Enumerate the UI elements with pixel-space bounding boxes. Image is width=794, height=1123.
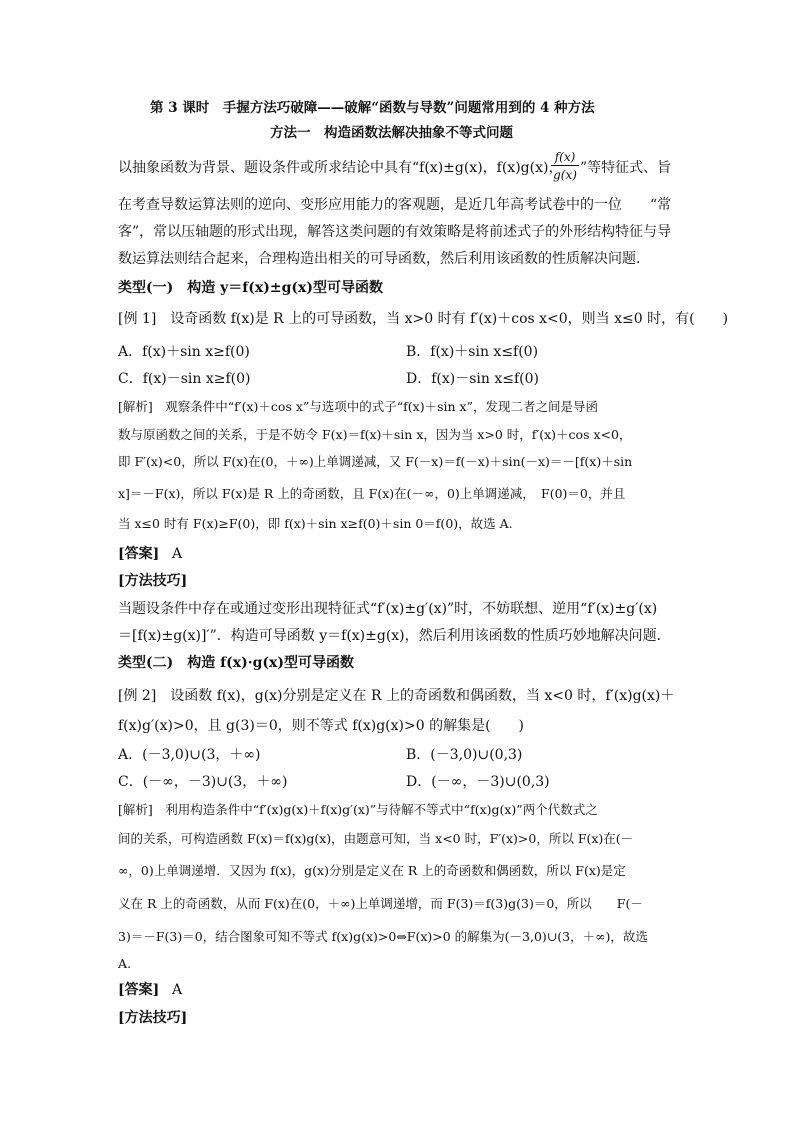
example1-question: [例 1] 设奇函数 f(x)是 R 上的可导函数，当 x>0 时有 f′(x)＋cos x<0，则当 x≤0 时，有( ) [118, 311, 729, 327]
example1-option-d: D．f(x)－sin x≤f(0) [406, 371, 539, 387]
fraction-denominator: g(x) [553, 168, 577, 182]
example2-option-a: A．(－3,0)∪(3，＋∞) [118, 747, 261, 763]
example2-analysis-line-5: 3)＝－F(3)＝0，结合图象可知不等式 f(x)g(x)>0⇔F(x)>0 的解集为(－3,0)∪(3，＋∞)，故选 [118, 929, 648, 944]
example1-analysis-line-3: 即 F′(x)<0，所以 F(x)在(0，＋∞)上单调递减，又 F(－x)＝f(－x)＋sin(－x)＝－[f(x)＋sin [118, 454, 633, 469]
example1-answer-label: [答案] [118, 546, 160, 562]
example1-analysis-line-1: [解析] 观察条件中“f′(x)＋cos x”与选项中的式子“f(x)＋sin x”，发现二者之间是导函 [118, 399, 598, 414]
type2-heading: 类型(二) 构造 f(x)·g(x)型可导函数 [118, 655, 354, 671]
example1-option-b: B．f(x)＋sin x≤f(0) [406, 344, 539, 360]
type2-tips-label: [方法技巧] [118, 1010, 188, 1026]
type1-tips-label: [方法技巧] [118, 573, 188, 589]
example2-answer: A [172, 982, 183, 998]
type1-heading: 类型(一) 构造 y＝f(x)±g(x)型可导函数 [118, 280, 383, 296]
fraction-fx-over-gx [551, 150, 579, 182]
example2-analysis-line-1: [解析] 利用构造条件中“f′(x)g(x)＋f(x)g′(x)”与待解不等式中“f(x)g(x)”两个代数式之 [118, 802, 598, 817]
lesson-title: 第 3 课时 手握方法巧破障——破解“函数与导数”问题常用到的 4 种方法 [150, 100, 595, 116]
example1-analysis-line-4: x]＝－F(x)，所以 F(x)是 R 上的奇函数，且 F(x)在(－∞，0)上单调递减， F(0)＝0，并且 [118, 486, 626, 501]
intro-line-2: 在考查导数运算法则的逆向、变形应用能力的客观题，是近几年高考试卷中的一位 “常 [118, 197, 672, 213]
intro-line-1a: 以抽象函数为背景、题设条件或所求结论中具有“f(x)±g(x)，f(x)g(x)， [118, 160, 563, 176]
example2-answer-label: [答案] [118, 982, 160, 998]
example1-analysis-line-5: 当 x≤0 时有 F(x)≥F(0)，即 f(x)＋sin x≥f(0)＋sin 0＝f(0)，故选 A. [118, 516, 513, 531]
example2-question-line-1: [例 2] 设函数 f(x)，g(x)分别是定义在 R 上的奇函数和偶函数，当 x<0 时，f′(x)g(x)＋ [118, 688, 675, 704]
example2-question-line-2: f(x)g′(x)>0，且 g(3)＝0，则不等式 f(x)g(x)>0 的解集是( ) [118, 718, 524, 734]
intro-line-1b: ”等特征式、旨 [580, 160, 672, 176]
example2-analysis-line-6: A. [118, 956, 132, 971]
example2-analysis-line-2: 间的关系，可构造函数 F(x)＝f(x)g(x)，由题意可知，当 x<0 时，F′(x)>0，所以 F(x)在(－ [118, 831, 634, 846]
example2-option-c: C．(－∞，－3)∪(3，＋∞) [118, 774, 288, 790]
example1-option-a: A．f(x)＋sin x≥f(0) [118, 344, 250, 360]
fraction-numerator: f(x) [551, 150, 579, 166]
method-subtitle: 方法一 构造函数法解决抽象不等式问题 [270, 125, 513, 141]
example2-analysis-line-3: ∞，0)上单调递增．又因为 f(x)，g(x)分别是定义在 R 上的奇函数和偶函数，所以 F(x)是定 [118, 863, 626, 878]
intro-line-3: 客”，常以压轴题的形式出现，解答这类问题的有效策略是将前述式子的外形结构特征与导 [118, 224, 672, 240]
example1-option-c: C．f(x)－sin x≥f(0) [118, 371, 251, 387]
example1-answer: A [172, 546, 183, 562]
example2-option-b: B．(－3,0)∪(0,3) [406, 747, 523, 763]
example2-option-d: D．(－∞，－3)∪(0,3) [406, 774, 550, 790]
type1-tips-line-1: 当题设条件中存在或通过变形出现特征式“f′(x)±g′(x)”时，不妨联想、逆用“f′(x)±g′(x) [118, 601, 658, 617]
type1-tips-line-2: ＝[f(x)±g(x)]′”．构造可导函数 y＝f(x)±g(x)，然后利用该函数的性质巧妙地解决问题． [118, 628, 671, 644]
example1-analysis-line-2: 数与原函数之间的关系，于是不妨令 F(x)＝f(x)＋sin x，因为当 x>0 时，f′(x)＋cos x<0， [118, 427, 632, 442]
intro-line-4: 数运算法则结合起来，合理构造出相关的可导函数，然后利用该函数的性质解决问题． [118, 251, 650, 267]
example2-analysis-line-4: 义在 R 上的奇函数，从而 F(x)在(0，＋∞)上单调递增，而 F(3)＝f(3)g(3)＝0，所以 F(－ [118, 896, 643, 911]
